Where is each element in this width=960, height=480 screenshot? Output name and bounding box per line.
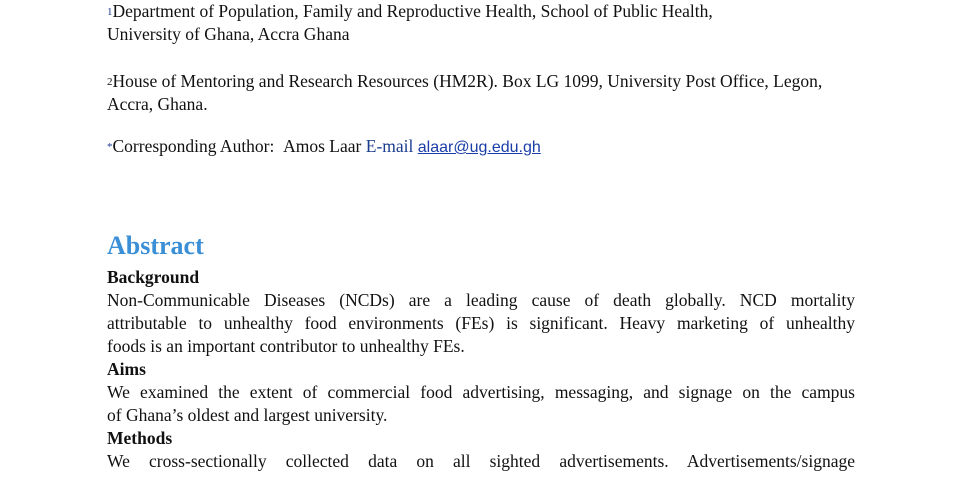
corresponding-marker: * xyxy=(107,141,113,153)
email-link[interactable]: alaar@ug.edu.gh xyxy=(417,139,541,156)
abstract-heading: Abstract xyxy=(107,231,204,260)
affiliation-1 xyxy=(107,0,857,46)
affiliation-2-line-2: Accra, Ghana. xyxy=(107,94,208,114)
aims-line-2: of Ghana’s oldest and largest university. xyxy=(107,405,388,425)
aims-paragraph xyxy=(107,381,855,427)
background-line-1: Non-Communicable Diseases (NCDs) are a leading cause of death globally. NCD mortality xyxy=(107,290,855,310)
aims-heading: Aims xyxy=(107,359,146,379)
affiliation-1-line-2: University of Ghana, Accra Ghana xyxy=(107,24,350,44)
affiliation-2-marker: 2 xyxy=(107,76,113,88)
affiliation-1-line-1 xyxy=(107,0,857,23)
background-line-2: attributable to unhealthy food environments (FEs) is significant. Heavy marketing of unhealthy xyxy=(107,313,855,333)
affiliation-1-marker: 1 xyxy=(107,6,113,18)
affiliation-1-text-1: Department of Population, Family and Reproductive Health, School of Public Health, xyxy=(112,1,713,21)
methods-paragraph xyxy=(107,450,855,473)
corresponding-name: Amos Laar xyxy=(283,136,362,156)
affiliation-2 xyxy=(107,70,857,116)
corresponding-label: Corresponding Author: xyxy=(112,136,275,156)
methods-line-1: We cross-sectionally collected data on all sighted advertisements. Advertisements/signage xyxy=(107,451,855,471)
methods-heading: Methods xyxy=(107,428,173,448)
background-heading: Background xyxy=(107,267,200,287)
affiliation-2-text-1: House of Mentoring and Research Resources (HM2R). Box LG 1099, University Post Office, Legon, xyxy=(112,71,823,91)
aims-line-1: We examined the extent of commercial food advertising, messaging, and signage on the campus xyxy=(107,382,855,402)
email-label: E-mail xyxy=(365,136,414,156)
background-paragraph xyxy=(107,289,855,358)
background-line-3: foods is an important contributor to unhealthy FEs. xyxy=(107,336,465,356)
corresponding-author xyxy=(107,135,857,159)
affiliation-2-line-1 xyxy=(107,70,857,93)
